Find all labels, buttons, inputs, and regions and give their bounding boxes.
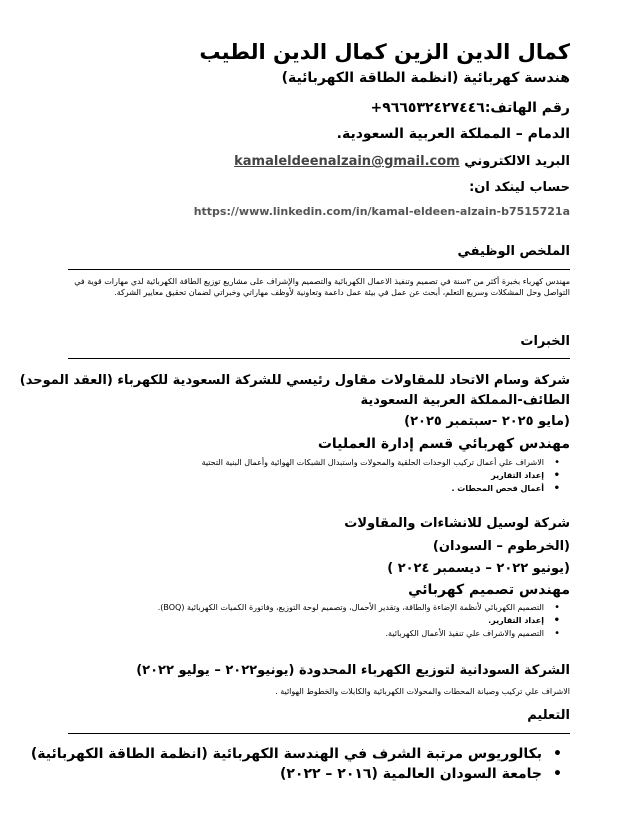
- job-description: الاشراف علي تركيب وصيانة المحطات والمحولات الكهربائية والكابلات والخطوط الهوائية .: [275, 687, 570, 696]
- job-company: شركة لوسيل للانشاءات والمقاولات: [344, 516, 570, 531]
- email-label: البريد الالكتروني: [464, 154, 570, 169]
- summary-divider: [68, 269, 570, 270]
- linkedin-link[interactable]: [68, 203, 570, 221]
- list-item: • إعداد التقارير.: [68, 614, 570, 627]
- experience-heading: الخبرات: [520, 334, 570, 349]
- job-location: (الخرطوم – السودان): [432, 539, 570, 554]
- phone-number: رقم الهاتف:٩٦٦٥٣٢٤٢٧٤٤٦+: [370, 100, 570, 116]
- education-divider: [68, 733, 570, 734]
- list-item: • التصميم الكهربائي لأنظمة الإضاءة والطاقة، وتقدير الأحمال، وتصميم لوحة التوزيع، وفاتورة الكميات الكهربائية (BOQ).: [68, 601, 570, 614]
- location: الدمام – المملكة العربية السعودية.: [336, 126, 570, 142]
- person-title: هندسة كهربائية (انظمة الطاقة الكهربائية): [281, 70, 570, 86]
- list-item: • أعمال فحص المحطات .: [68, 482, 570, 495]
- email-link[interactable]: kamaleldeenalzain@gmail.com: [234, 154, 460, 169]
- job-role: مهندس تصميم كهربائي: [408, 582, 570, 598]
- person-name: كمال الدين الزين كمال الدين الطيب: [199, 40, 570, 64]
- list-item: • بكالوريوس مرتبة الشرف في الهندسة الكهربائية (انظمة الطاقة الكهربائية): [68, 744, 570, 764]
- job-duties-list: [68, 456, 570, 495]
- job-duties-list: [68, 601, 570, 640]
- email-line: [68, 152, 570, 172]
- job-period: (مايو ٢٠٢٥ -سبتمبر ٢٠٢٥): [404, 414, 570, 429]
- list-item: • جامعة السودان العالمية (٢٠١٦ – ٢٠٢٢): [68, 764, 570, 784]
- summary-heading: الملخص الوظيفي: [457, 244, 570, 259]
- job-location: الطائف-المملكة العربية السعودية: [360, 393, 570, 408]
- job-company: الشركة السودانية لتوزيع الكهرباء المحدودة (يونيو٢٠٢٢ – يوليو ٢٠٢٢): [136, 663, 570, 678]
- education-list: [30, 744, 570, 784]
- experience-divider: [68, 358, 570, 359]
- job-period: (يونيو ٢٠٢٢ – ديسمبر ٢٠٢٤ ): [387, 561, 570, 576]
- list-item: • الاشراف علي أعمال تركيب الوحدات الحلقية والمحولات واستبدال الشبكات الهوائية وأعمال البنية التحتية: [68, 456, 570, 469]
- list-item: • إعداد التقارير: [68, 469, 570, 482]
- job-company: شركة وسام الاتحاد للمقاولات مقاول رئيسي للشركة السعودية للكهرباء (العقد الموحد): [19, 373, 570, 388]
- list-item: • التصميم والاشراف علي تنفيذ الأعمال الكهربائية.: [68, 627, 570, 640]
- linkedin-url[interactable]: https://www.linkedin.com/in/kamal-eldeen-alzain-b7515721a: [193, 205, 570, 218]
- summary-text: مهندس كهرباء بخبرة أكثر من ٣سنة في تصميم وتنفيذ الاعمال الكهربائية والتصميم والإشراف على مشاريع توزيع الطاقة الكهربائية لدي مهارات قوية في التواصل وحل المشكلات وسريع التعلم، أبحث عن عمل في بيئة عمل داعمة وتعاونية لأوظف مهاراتي وخبراتي لضمان تحقيق معايير الشركة.: [74, 277, 570, 297]
- linkedin-label: حساب لينكد ان:: [469, 180, 570, 195]
- education-heading: التعليم: [527, 708, 570, 723]
- job-role: مهندس كهربائي قسم إدارة العمليات: [317, 436, 570, 452]
